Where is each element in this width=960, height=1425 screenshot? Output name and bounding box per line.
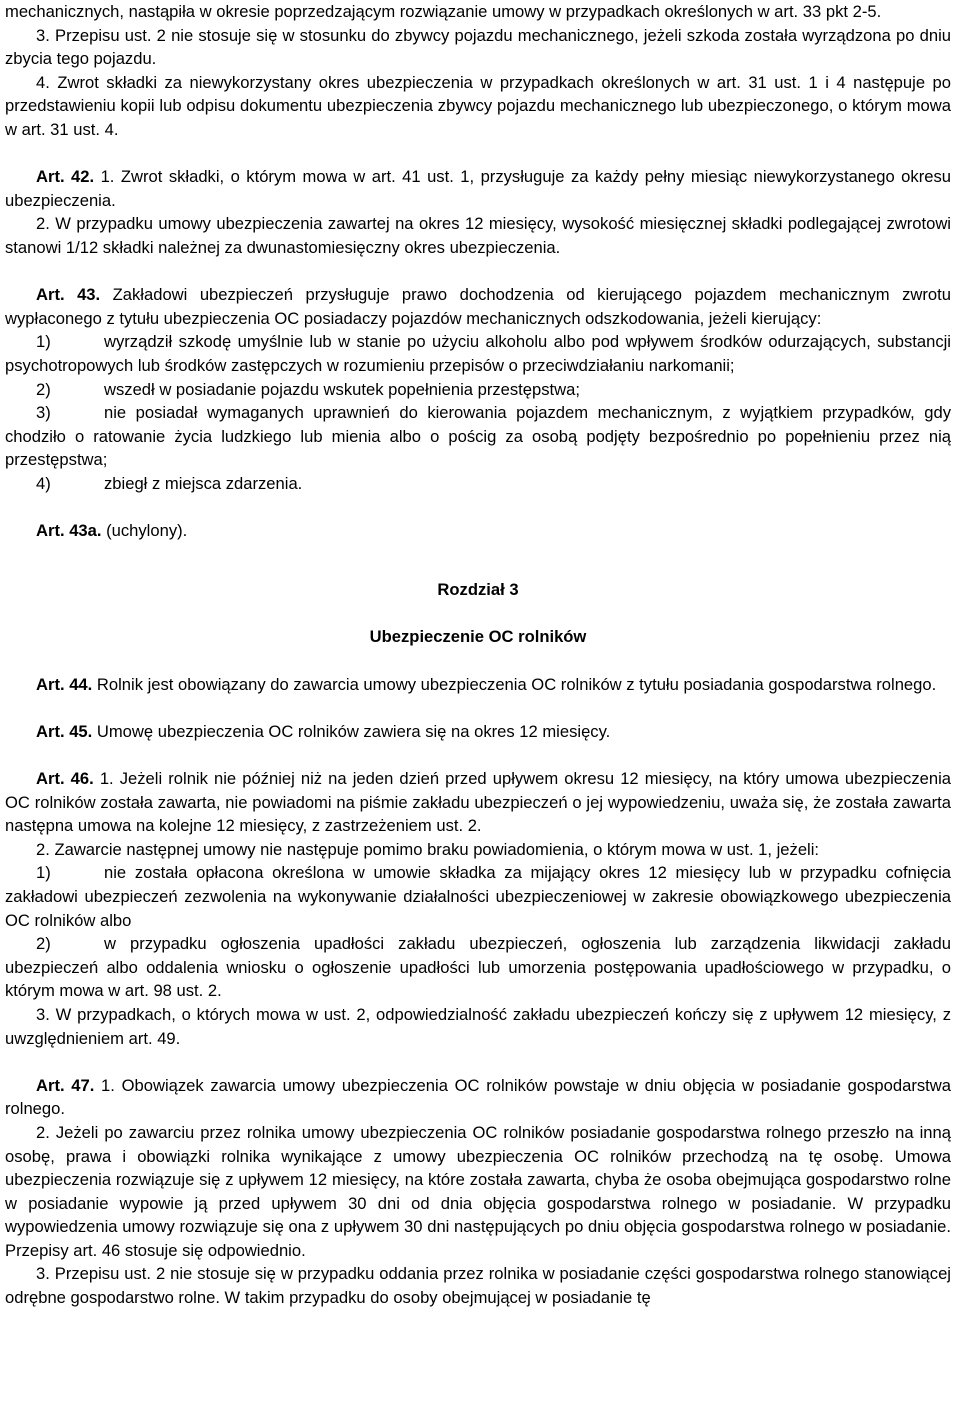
paragraph-continuation: mechanicznych, nastąpiła w okresie poprzedzającym rozwiązanie umowy w przypadkach określonych w art. 33 pkt 2-5. xyxy=(5,2,882,21)
article-47-text: 1. Obowiązek zawarcia umowy ubezpieczenia OC rolników powstaje w dniu objęcia w posiadanie gospodarstwa rolnego. xyxy=(5,1075,951,1119)
chapter-title: Ubezpieczenie OC rolników xyxy=(369,627,587,647)
article-46-label: Art. 46. xyxy=(36,769,94,788)
article-43-item-4 xyxy=(5,472,951,496)
article-45 xyxy=(5,720,951,744)
paragraph-art41-ust4: 4. Zwrot składki za niewykorzystany okres ubezpieczenia w przypadkach określonych w art. 31 ust. 1 i 4 następuje po przedstawieniu kopii lub odpisu dokumentu ubezpieczenia zbywcy pojazdu mechanicznego lub ubezpieczonego, o którym mowa w art. 31 ust. 4. xyxy=(5,72,951,139)
article-43a xyxy=(5,519,951,543)
list-item-text: wyrządził szkodę umyślnie lub w stanie po użyciu alkoholu albo pod wpływem środków odurzających, substancji psychotropowych lub środków zastępczych w rozumieniu przepisów o przeciwdziałaniu narkomanii; xyxy=(5,332,951,375)
article-43-item-1 xyxy=(5,330,951,377)
list-item-text: nie posiadał wymaganych uprawnień do kierowania pojazdem mechanicznym, z wyjątkiem przypadków, gdy chodziło o ratowanie życia ludzkiego lub mienia albo o pościg za osobą podjęty bezpośrednio po popełnieniu przez nią przestępstwa; xyxy=(5,403,951,470)
list-item-number: 1) xyxy=(36,332,51,352)
list-item-text: nie została opłacona określona w umowie składka za mijający okres 12 miesięcy lub w przypadku cofnięcia zakładowi ubezpieczeń zezwolenia na wykonywanie działalności ubezpieczeniowej w zakresie obowiązkowego ubezpieczenia OC rolników albo xyxy=(5,863,951,930)
list-item-number: 3) xyxy=(36,403,51,423)
list-item-number: 2) xyxy=(36,379,51,399)
chapter-heading: Rozdział 3 xyxy=(437,580,519,600)
article-47-label: Art. 47. xyxy=(36,1075,95,1095)
article-47-ust1 xyxy=(5,1074,951,1121)
article-44-label: Art. 44. xyxy=(36,674,93,694)
article-46-ust3: 3. W przypadkach, o których mowa w ust. 2, odpowiedzialność zakładu ubezpieczeń kończy się z upływem 12 miesięcy, z uwzględnieniem art. 49. xyxy=(5,1004,951,1048)
article-42-ust1 xyxy=(5,165,951,212)
article-44 xyxy=(5,673,951,697)
article-43-label: Art. 43. xyxy=(36,285,101,305)
article-46-item-1 xyxy=(5,861,951,932)
article-43-text: Zakładowi ubezpieczeń przysługuje prawo dochodzenia od kierującego pojazdem mechanicznym zwrotu wypłaconego z tytułu ubezpieczenia OC posiadaczy pojazdów mechanicznych odszkodowania, jeżeli kierujący: xyxy=(5,285,951,328)
article-46-item-2 xyxy=(5,932,951,1003)
list-item-number: 4) xyxy=(36,473,51,493)
article-43a-text: (uchylony). xyxy=(101,521,188,541)
list-item-text: zbiegł z miejsca zdarzenia. xyxy=(104,473,303,493)
article-45-text: Umowę ubezpieczenia OC rolników zawiera się na okres 12 miesięcy. xyxy=(92,721,611,741)
article-45-label: Art. 45. xyxy=(36,721,93,741)
article-46-text: 1. Jeżeli rolnik nie później niż na jeden dzień przed upływem okresu 12 miesięcy, na który umowa ubezpieczenia OC rolników została zawarta, nie powiadomi na piśmie zakładu ubezpieczeń o jej wypowiedzeniu, uważa się, że została zawarta następna umowa na kolejne 12 miesięcy, z zastrzeżeniem ust. 2. xyxy=(5,769,951,836)
article-42-ust2: 2. W przypadku umowy ubezpieczenia zawartej na okres 12 miesięcy, wysokość miesięcznej składki podlegającej zwrotowi stanowi 1/12 składki należnej za dwunastomiesięczny okres ubezpieczenia. xyxy=(5,214,951,257)
list-item-text: wszedł w posiadanie pojazdu wskutek popełnienia przestępstwa; xyxy=(104,379,580,399)
article-43-intro xyxy=(5,283,951,330)
article-44-text: Rolnik jest obowiązany do zawarcia umowy ubezpieczenia OC rolników z tytułu posiadania gospodarstwa rolnego. xyxy=(92,674,937,694)
article-47-ust3: 3. Przepisu ust. 2 nie stosuje się w przypadku oddania przez rolnika w posiadanie części gospodarstwa rolnego stanowiącej odrębne gospodarstwo rolne. W takim przypadku do osoby obejmującej w posiadanie tę xyxy=(5,1264,951,1308)
list-item-number: 2) xyxy=(36,934,51,954)
list-item-text: w przypadku ogłoszenia upadłości zakładu ubezpieczeń, ogłoszenia lub zarządzenia likwidacji zakładu ubezpieczeń albo oddalenia wniosku o ogłoszenie upadłości lub umorzenia postępowania upadłościowego w przypadku, o którym mowa w art. 98 ust. 2. xyxy=(5,934,951,1001)
paragraph-art41-ust3: 3. Przepisu ust. 2 nie stosuje się w stosunku do zbywcy pojazdu mechanicznego, jeżeli szkoda została wyrządzona po dniu zbycia tego pojazdu. xyxy=(5,25,951,69)
article-47-ust2: 2. Jeżeli po zawarciu przez rolnika umowy ubezpieczenia OC rolników posiadanie gospodarstwa rolnego przeszło na inną osobę, prawa i obowiązki rolnika wynikające z umowy ubezpieczenia OC rolników przechodzą na tę osobę. Umowa ubezpieczenia rozwiązuje się z upływem 12 miesięcy, na które została zawarta, chyba że osoba obejmująca gospodarstwo rolne w posiadanie wypowie ją przed upływem 30 dni od dnia objęcia gospodarstwa rolnego w posiadanie. W przypadku wypowiedzenia umowy rozwiązuje się ona z upływem 30 dni następujących po dniu objęcia gospodarstwa rolnego w posiadanie. Przepisy art. 46 stosuje się odpowiednio. xyxy=(5,1122,951,1260)
article-43-item-2 xyxy=(5,378,951,402)
list-item-number: 1) xyxy=(36,863,51,883)
article-42-label: Art. 42. xyxy=(36,167,95,187)
article-43-item-3 xyxy=(5,401,951,472)
article-46-ust1 xyxy=(5,767,951,838)
article-42-text: 1. Zwrot składki, o którym mowa w art. 41 ust. 1, przysługuje za każdy pełny miesiąc niewykorzystanego okresu ubezpieczenia. xyxy=(5,167,951,210)
article-43a-label: Art. 43a. xyxy=(36,521,102,541)
article-46-ust2: 2. Zawarcie następnej umowy nie następuje pomimo braku powiadomienia, o którym mowa w ust. 1, jeżeli: xyxy=(36,839,820,859)
